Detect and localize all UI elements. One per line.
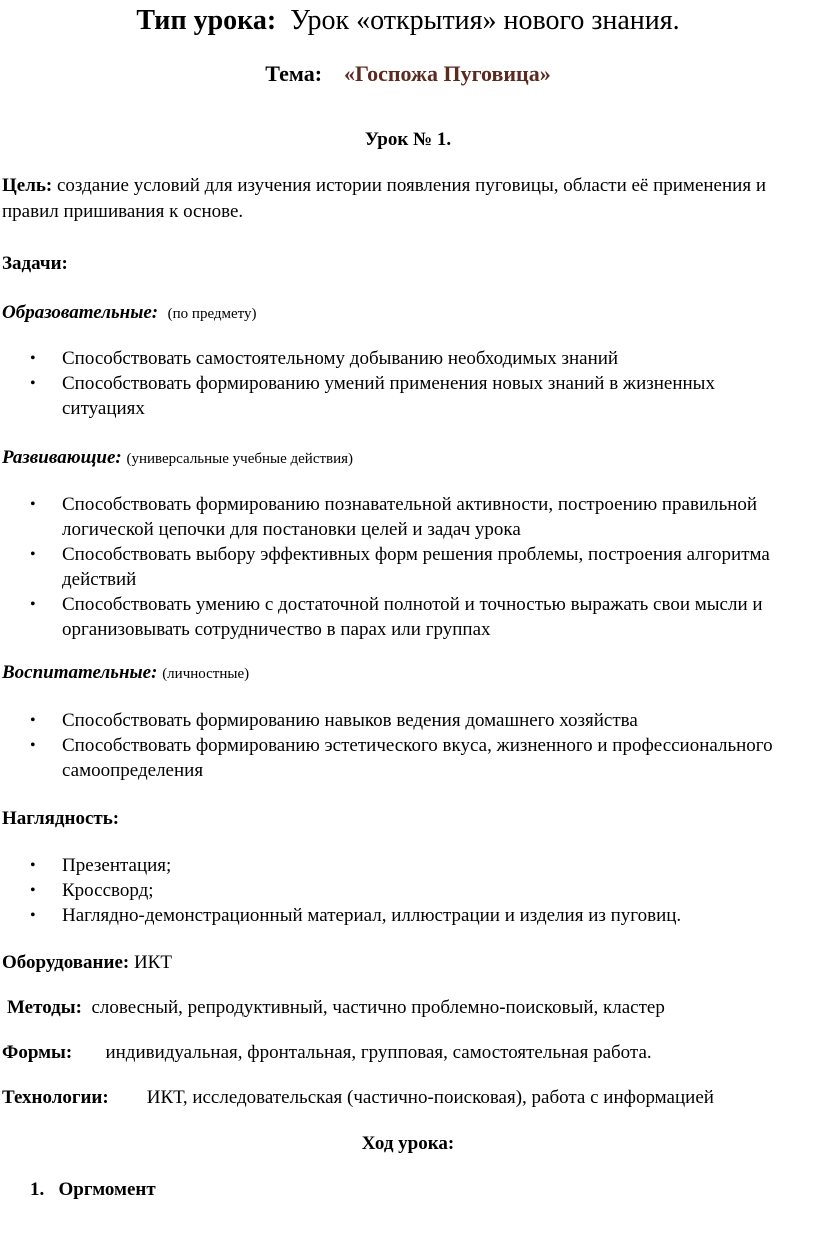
lesson-number: Урок № 1. xyxy=(364,129,452,150)
forms-label: Формы: xyxy=(2,1042,73,1063)
tasks-heading: Задачи: xyxy=(2,253,68,274)
developing-note: (универсальные учебные действия) xyxy=(126,451,354,467)
course-heading: Ход урока: xyxy=(361,1133,455,1154)
lesson-type-label: Тип урока: xyxy=(136,5,277,36)
lesson-type-value: Урок «открытия» нового знания. xyxy=(290,5,680,36)
theme-label: Тема: xyxy=(265,61,323,86)
technologies-value: ИКТ, исследовательская (частично-поисковая), работа с информацией xyxy=(146,1087,714,1108)
forms-line xyxy=(2,1040,802,1066)
educational-note: (по предмету) xyxy=(167,306,257,322)
methods-label: Методы: xyxy=(7,997,82,1018)
equipment-line xyxy=(2,950,802,976)
list-item: • Способствовать формированию умений применения новых знаний в жизненных ситуациях xyxy=(0,371,800,421)
upbringing-list xyxy=(0,708,800,783)
technologies-label: Технологии: xyxy=(2,1087,109,1108)
list-item: • Презентация; xyxy=(0,853,800,878)
theme-line xyxy=(0,60,816,88)
developing-list xyxy=(0,492,800,642)
visual-aids-list xyxy=(0,853,800,928)
upbringing-label: Воспитательные: xyxy=(2,662,158,683)
goal-paragraph xyxy=(2,173,802,225)
list-item: • Кроссворд; xyxy=(0,878,800,903)
step-number: 1. xyxy=(30,1179,45,1200)
list-item: • Наглядно-демонстрационный материал, иллюстрации и изделия из пуговиц. xyxy=(0,903,800,928)
methods-line xyxy=(7,995,807,1021)
theme-value: «Госпожа Пуговица» xyxy=(344,61,551,86)
list-item: • Способствовать умению с достаточной полнотой и точностью выражать свои мысли и организовывать сотрудничество в парах или группах xyxy=(0,592,800,642)
developing-heading xyxy=(2,445,802,472)
list-item: • Способствовать выбору эффективных форм решения проблемы, построения алгоритма действий xyxy=(0,542,800,592)
goal-text: создание условий для изучения истории появления пуговицы, области её применения и правил пришивания к основе. xyxy=(2,175,766,222)
upbringing-heading xyxy=(2,660,802,687)
educational-list xyxy=(0,346,800,421)
methods-value: словесный, репродуктивный, частично проблемно-поисковый, кластер xyxy=(91,997,665,1018)
list-item: • Способствовать формированию навыков ведения домашнего хозяйства xyxy=(0,708,800,733)
goal-label: Цель: xyxy=(2,175,53,196)
educational-label: Образовательные: xyxy=(2,302,159,323)
step-item xyxy=(30,1177,156,1202)
equipment-label: Оборудование: xyxy=(2,952,130,973)
list-item: • Способствовать самостоятельному добыванию необходимых знаний xyxy=(0,346,800,371)
equipment-value: ИКТ xyxy=(133,952,172,973)
technologies-line xyxy=(2,1085,802,1111)
upbringing-note: (личностные) xyxy=(162,666,250,682)
lesson-type-line xyxy=(0,4,816,38)
forms-value: индивидуальная, фронтальная, групповая, самостоятельная работа. xyxy=(105,1042,652,1063)
step-label: Оргмомент xyxy=(58,1179,156,1200)
developing-label: Развивающие: xyxy=(2,447,122,468)
visual-aids-heading: Наглядность: xyxy=(2,808,120,829)
list-item: • Способствовать формированию эстетического вкуса, жизненного и профессионального самоопределения xyxy=(0,733,800,783)
educational-heading xyxy=(2,300,802,327)
list-item: • Способствовать формированию познавательной активности, построению правильной логической цепочки для постановки целей и задач урока xyxy=(0,492,800,542)
